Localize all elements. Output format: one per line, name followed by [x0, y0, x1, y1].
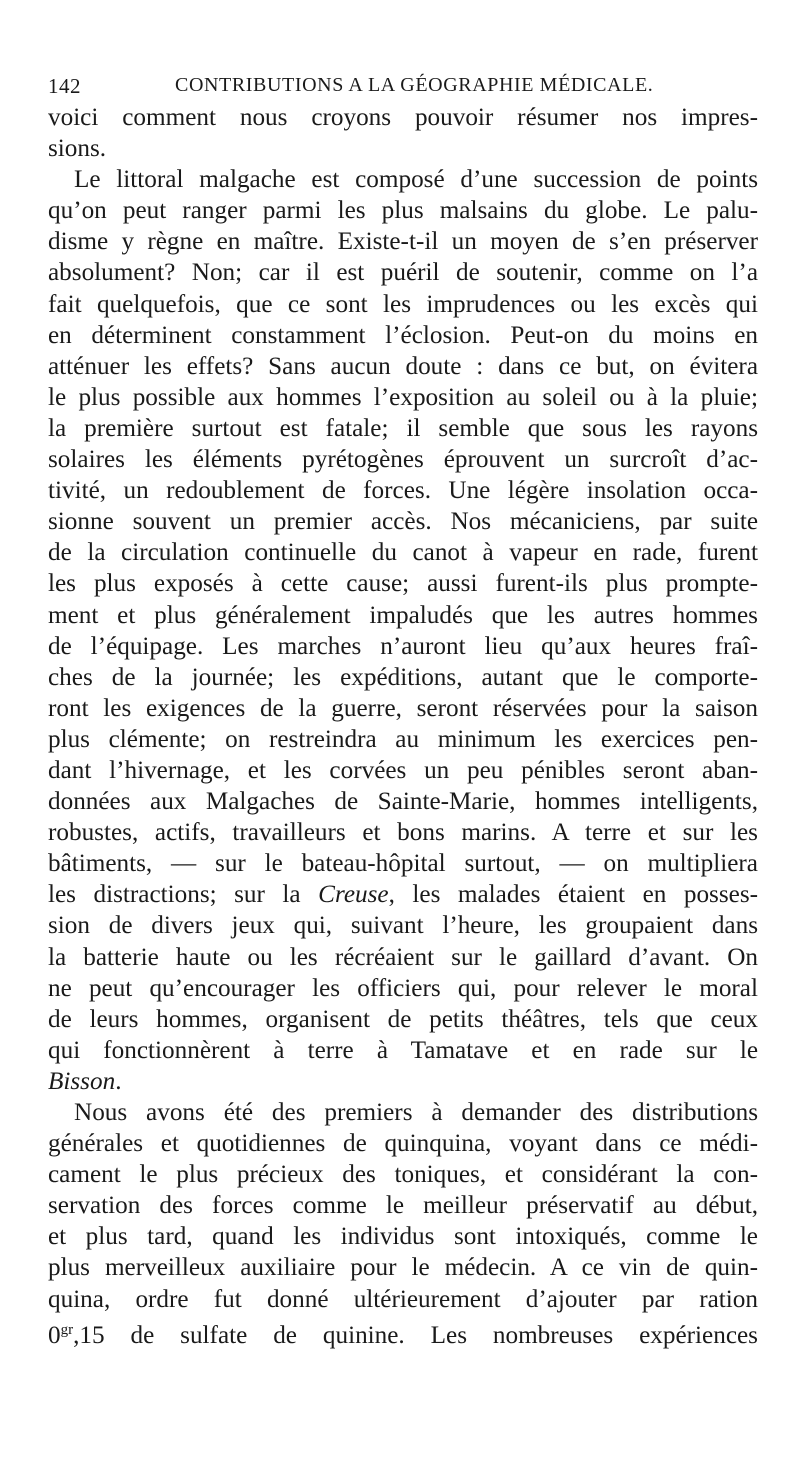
- text-line: fait quelquefois, que ce sont les imprudences ou les excès qui: [48, 290, 758, 318]
- text-line: solaires les éléments pyrétogènes éprouvent un surcroît d’ac-: [48, 446, 758, 474]
- text-line: plus merveilleux auxiliaire pour le médecin. A ce vin de quin-: [48, 1254, 758, 1282]
- text-segment: ,15 de sulfate de quinine. Les nombreuses expériences: [73, 1321, 758, 1349]
- running-head: [48, 62, 758, 102]
- text-line: la batterie haute ou les récréaient sur le gaillard d’avant. On: [48, 943, 758, 971]
- text-line: ment et plus généralement impaludés que les autres hommes: [48, 601, 758, 629]
- body-text: [48, 102, 759, 1349]
- page-number: 142: [48, 74, 81, 98]
- page: [48, 62, 759, 1349]
- text-segment: les distractions; sur la: [48, 881, 301, 909]
- text-line: sion de divers jeux qui, suivant l’heure, les groupaient dans: [48, 912, 758, 940]
- text-segment: .: [115, 1067, 122, 1095]
- text-line: [48, 879, 758, 910]
- text-segment: 0: [48, 1321, 61, 1349]
- text-line: quina, ordre fut donné ultérieurement d’ajouter par ration: [48, 1285, 758, 1313]
- text-segment: , les malades étaient en posses-: [388, 881, 759, 909]
- text-line: et plus tard, quand les individus sont intoxiqués, comme le: [48, 1223, 758, 1251]
- text-line: en déterminent constamment l’éclosion. Peut-on du moins en: [48, 321, 758, 349]
- text-line: ches de la journée; les expéditions, autant que le comporte-: [48, 663, 758, 691]
- text-line: servation des forces comme le meilleur préservatif au début,: [48, 1192, 758, 1220]
- ship-name-bisson: Bisson: [48, 1067, 116, 1095]
- text-line: [48, 1315, 758, 1349]
- paragraph-1: [48, 102, 758, 164]
- running-title: CONTRIBUTIONS A LA GÉOGRAPHIE MÉDICALE.: [175, 74, 654, 96]
- text-line: Le littoral malgache est composé d’une succession de points: [74, 166, 758, 194]
- text-line: absolument? Non; car il est puéril de soutenir, comme on l’a: [48, 259, 758, 287]
- text-line: générales et quotidiennes de quinquina, voyant dans ce médi-: [48, 1130, 758, 1158]
- text-line: la première surtout est fatale; il semble que sous les rayons: [48, 414, 758, 442]
- text-line: dant l’hivernage, et les corvées un peu pénibles seront aban-: [48, 756, 758, 784]
- paragraph-3: [48, 1097, 758, 1349]
- ship-name-creuse: Creuse: [318, 881, 389, 909]
- text-line: le plus possible aux hommes l’exposition au soleil ou à la pluie;: [48, 383, 758, 411]
- text-line: de leurs hommes, organisent de petits théâtres, tels que ceux: [48, 1005, 758, 1033]
- text-line: de l’équipage. Les marches n’auront lieu qu’aux heures fraî-: [48, 632, 758, 660]
- text-line: cament le plus précieux des toniques, et considérant la con-: [48, 1161, 758, 1189]
- text-line: plus clémente; on restreindra au minimum les exercices pen-: [48, 725, 758, 753]
- text-line: atténuer les effets? Sans aucun doute : dans ce but, on évitera: [48, 352, 758, 380]
- text-line: ne peut qu’encourager les officiers qui, pour relever le moral: [48, 974, 758, 1002]
- text-line: sions.: [48, 135, 107, 163]
- text-line: sionne souvent un premier accès. Nos mécaniciens, par suite: [48, 508, 758, 536]
- text-line: tivité, un redoublement de forces. Une légère insolation occa-: [48, 477, 758, 505]
- unit-superscript: gr: [60, 1321, 74, 1338]
- text-line: de la circulation continuelle du canot à vapeur en rade, furent: [48, 539, 758, 567]
- text-line: qui fonctionnèrent à terre à Tamatave et en rade sur le: [48, 1036, 758, 1064]
- text-line: Nous avons été des premiers à demander des distributions: [74, 1099, 758, 1126]
- text-line: ront les exigences de la guerre, seront réservées pour la saison: [48, 694, 758, 722]
- text-line: robustes, actifs, travailleurs et bons marins. A terre et sur les: [48, 819, 758, 847]
- text-line: données aux Malgaches de Sainte-Marie, hommes intelligents,: [48, 788, 758, 816]
- text-line: disme y règne en maître. Existe-t-il un moyen de s’en préserver: [48, 228, 758, 256]
- text-line: bâtiments, — sur le bateau-hôpital surtout, — on multipliera: [48, 850, 758, 878]
- paragraph-2: [48, 164, 758, 1097]
- text-line: qu’on peut ranger parmi les plus malsains du globe. Le palu-: [48, 197, 758, 225]
- text-line: les plus exposés à cette cause; aussi furent-ils plus prompte-: [48, 570, 758, 598]
- text-line: voici comment nous croyons pouvoir résumer nos impres-: [48, 104, 758, 131]
- text-line: [48, 1066, 758, 1097]
